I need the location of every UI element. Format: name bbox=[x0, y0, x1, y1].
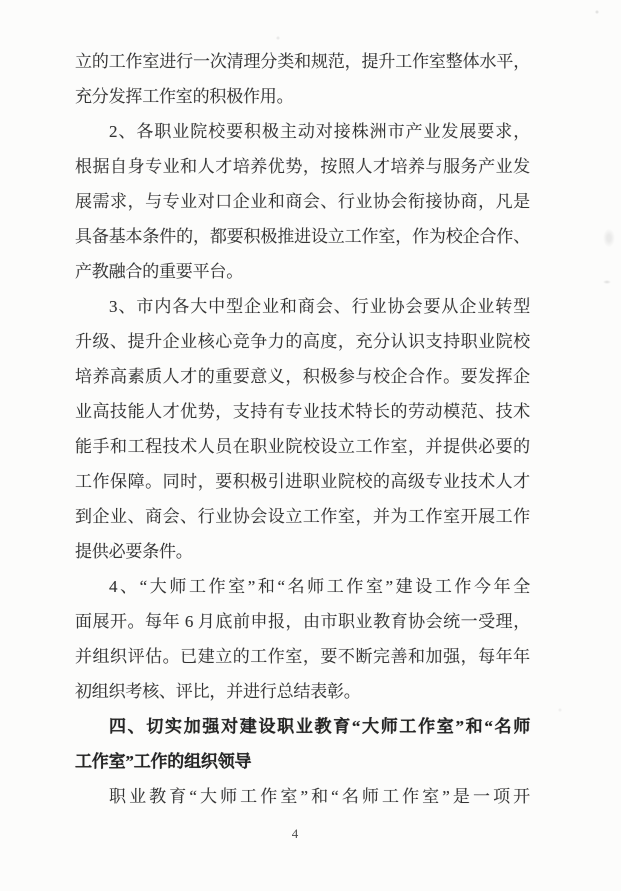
text-line: 业高技能人才优势，支持有专业技术特长的劳动模范、技术 bbox=[75, 402, 530, 421]
text-line: 能手和工程技术人员在职业院校设立工作室，并提供必要的 bbox=[75, 437, 530, 456]
page-number: 4 bbox=[291, 826, 299, 841]
text-line: 充分发挥工作室的积极作用。 bbox=[75, 87, 294, 106]
text-line: 培养高素质人才的重要意义，积极参与校企合作。要发挥企 bbox=[75, 367, 530, 386]
text-line: 提供必要条件。 bbox=[75, 542, 193, 561]
text-line: 2、各职业院校要积极主动对接株洲市产业发展要求， bbox=[109, 122, 530, 141]
text-line: 并组织评估。已建立的工作室，要不断完善和加强，每年年 bbox=[75, 647, 530, 666]
section-heading-line: 四、切实加强对建设职业教育“大师工作室”和“名师 bbox=[109, 717, 530, 736]
text-line: 立的工作室进行一次清理分类和规范，提升工作室整体水平， bbox=[75, 52, 530, 71]
section-heading-line: 工作室”工作的组织领导 bbox=[75, 752, 252, 771]
document-body bbox=[75, 44, 530, 814]
text-line: 升级、提升企业核心竞争力的高度，充分认识支持职业院校 bbox=[75, 332, 530, 351]
text-line: 工作保障。同时，要积极引进职业院校的高级专业技术人才 bbox=[75, 472, 530, 491]
text-line: 到企业、商会、行业协会设立工作室，并为工作室开展工作 bbox=[75, 507, 530, 526]
text-line: 面展开。每年 6 月底前申报，由市职业教育协会统一受理， bbox=[75, 612, 530, 631]
text-line: 展需求，与专业对口企业和商会、行业协会衔接协商，凡是 bbox=[75, 192, 530, 211]
text-line: 3、市内各大中型企业和商会、行业协会要从企业转型 bbox=[109, 297, 530, 316]
text-line: 产教融合的重要平台。 bbox=[75, 262, 243, 281]
text-line: 4、“大师工作室”和“名师工作室”建设工作今年全 bbox=[109, 577, 530, 596]
text-line: 具备基本条件的，都要积极推进设立工作室，作为校企合作、 bbox=[75, 227, 530, 246]
text-line: 初组织考核、评比，并进行总结表彰。 bbox=[75, 682, 361, 701]
text-line: 职业教育“大师工作室”和“名师工作室”是一项开 bbox=[109, 787, 530, 806]
text-line: 根据自身专业和人才培养优势，按照人才培养与服务产业发 bbox=[75, 157, 530, 176]
